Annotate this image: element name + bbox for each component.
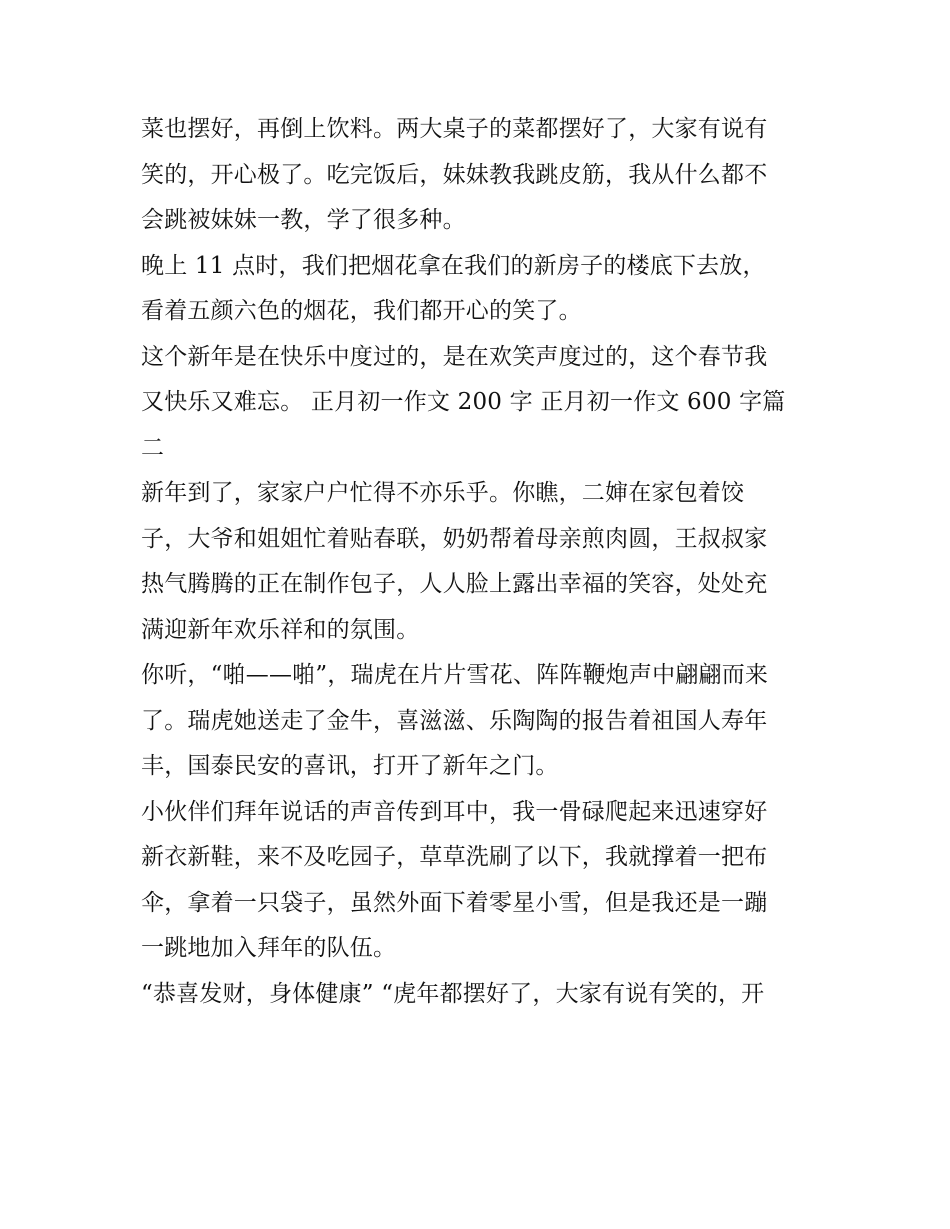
text-line: 又快乐又难忘。 正月初一作文 200 字 正月初一作文 600 字篇 <box>141 389 786 415</box>
text-line: 你听，“啪——啪”，瑞虎在片片雪花、阵阵鞭炮声中翩翩而来 <box>141 662 769 688</box>
text-line: “恭喜发财，身体健康” “虎年都摆好了，大家有说有笑的，开 <box>141 980 765 1007</box>
text-line: 菜也摆好，再倒上饮料。两大桌子的菜都摆好了，大家有说有 <box>141 116 768 142</box>
text-line: 丰，国泰民安的喜讯，打开了新年之门。 <box>141 753 559 779</box>
text-line: 小伙伴们拜年说话的声音传到耳中，我一骨碌爬起来迅速穿好 <box>141 798 768 825</box>
text-line: 新衣新鞋，来不及吃园子，草草洗刷了以下，我就撑着一把布 <box>141 844 768 870</box>
text-line: 这个新年是在快乐中度过的，是在欢笑声度过的，这个春节我 <box>141 343 768 370</box>
text-line: 满迎新年欢乐祥和的氛围。 <box>141 616 420 643</box>
text-line: 一跳地加入拜年的队伍。 <box>141 935 397 961</box>
text-line: 看着五颜六色的烟花，我们都开心的笑了。 <box>141 298 582 324</box>
text-line: 会跳被妹妹一教，学了很多种。 <box>141 207 466 233</box>
text-line: 笑的，开心极了。吃完饭后，妹妹教我跳皮筋，我从什么都不 <box>141 161 768 188</box>
text-line: 晚上 11 点时，我们把烟花拿在我们的新房子的楼底下去放， <box>141 252 766 279</box>
text-line: 子，大爷和姐姐忙着贴春联，奶奶帮着母亲煎肉圆，王叔叔家 <box>141 525 768 552</box>
text-line: 了。瑞虎她送走了金牛，喜滋滋、乐陶陶的报告着祖国人寿年 <box>141 707 768 734</box>
text-line: 新年到了，家家户户忙得不亦乐乎。你瞧，二婶在家包着饺 <box>141 480 745 506</box>
text-line: 二 <box>141 434 165 461</box>
document-body <box>141 107 831 1017</box>
text-line: 热气腾腾的正在制作包子，人人脸上露出幸福的笑容，处处充 <box>141 571 768 597</box>
text-line: 伞，拿着一只袋子，虽然外面下着零星小雪，但是我还是一蹦 <box>141 889 768 916</box>
